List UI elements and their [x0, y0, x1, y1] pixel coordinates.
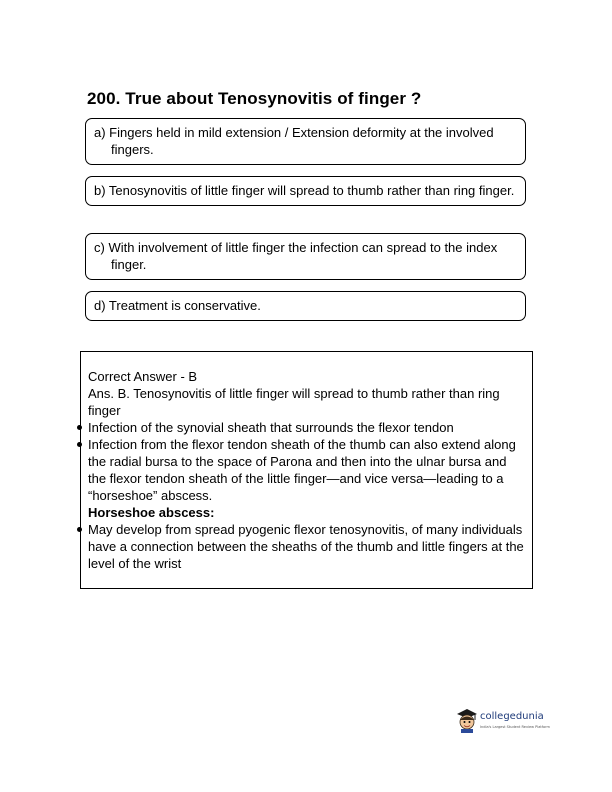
logo-tagline: India's Largest Student Review Platform — [480, 725, 550, 729]
option-d-text: d) Treatment is conservative. — [94, 298, 261, 313]
option-c-text: c) With involvement of little finger the infection can spread to the index finger. — [94, 240, 498, 272]
collegedunia-logo[interactable] — [456, 707, 556, 737]
option-b-text: b) Tenosynovitis of little finger will spread to thumb rather than ring finger. — [94, 183, 515, 198]
list-item — [88, 521, 528, 572]
list-item-text: Infection from the flexor tendon sheath of the thumb can also extend along the radial bursa to the space of Parona and then into the ulnar bursa and the flexor tendon sheath of the little finger—and vice versa—leading to a “horseshoe” abscess. — [88, 437, 516, 503]
list-item-text: May develop from spread pyogenic flexor tenosynovitis, of many individuals have a connection between the sheaths of the thumb and little fingers at the level of the wrist — [88, 522, 524, 571]
correct-answer: Correct Answer - B — [88, 369, 198, 384]
explanation-list — [88, 419, 528, 504]
option-b[interactable] — [85, 176, 526, 206]
list-item-text: Infection of the synovial sheath that surrounds the flexor tendon — [88, 420, 454, 435]
list-item — [88, 419, 528, 436]
option-a-text: a) Fingers held in mild extension / Extension deformity at the involved fingers. — [94, 125, 494, 157]
bullet-icon — [77, 527, 82, 532]
student-mascot-icon — [456, 708, 478, 734]
bullet-icon — [77, 442, 82, 447]
option-d[interactable] — [85, 291, 526, 321]
answer-explanation: Ans. B. Tenosynovitis of little finger will spread to thumb rather than ring finger — [88, 386, 500, 418]
list-item — [88, 436, 528, 504]
logo-name: collegedunia — [480, 711, 544, 722]
option-a[interactable] — [85, 118, 526, 165]
section-heading: Horseshoe abscess: — [88, 505, 215, 520]
question-title: 200. True about Tenosynovitis of finger ? — [87, 89, 422, 108]
answer-box — [80, 351, 533, 589]
bullet-icon — [77, 425, 82, 430]
option-c[interactable] — [85, 233, 526, 280]
horseshoe-list — [88, 521, 528, 572]
